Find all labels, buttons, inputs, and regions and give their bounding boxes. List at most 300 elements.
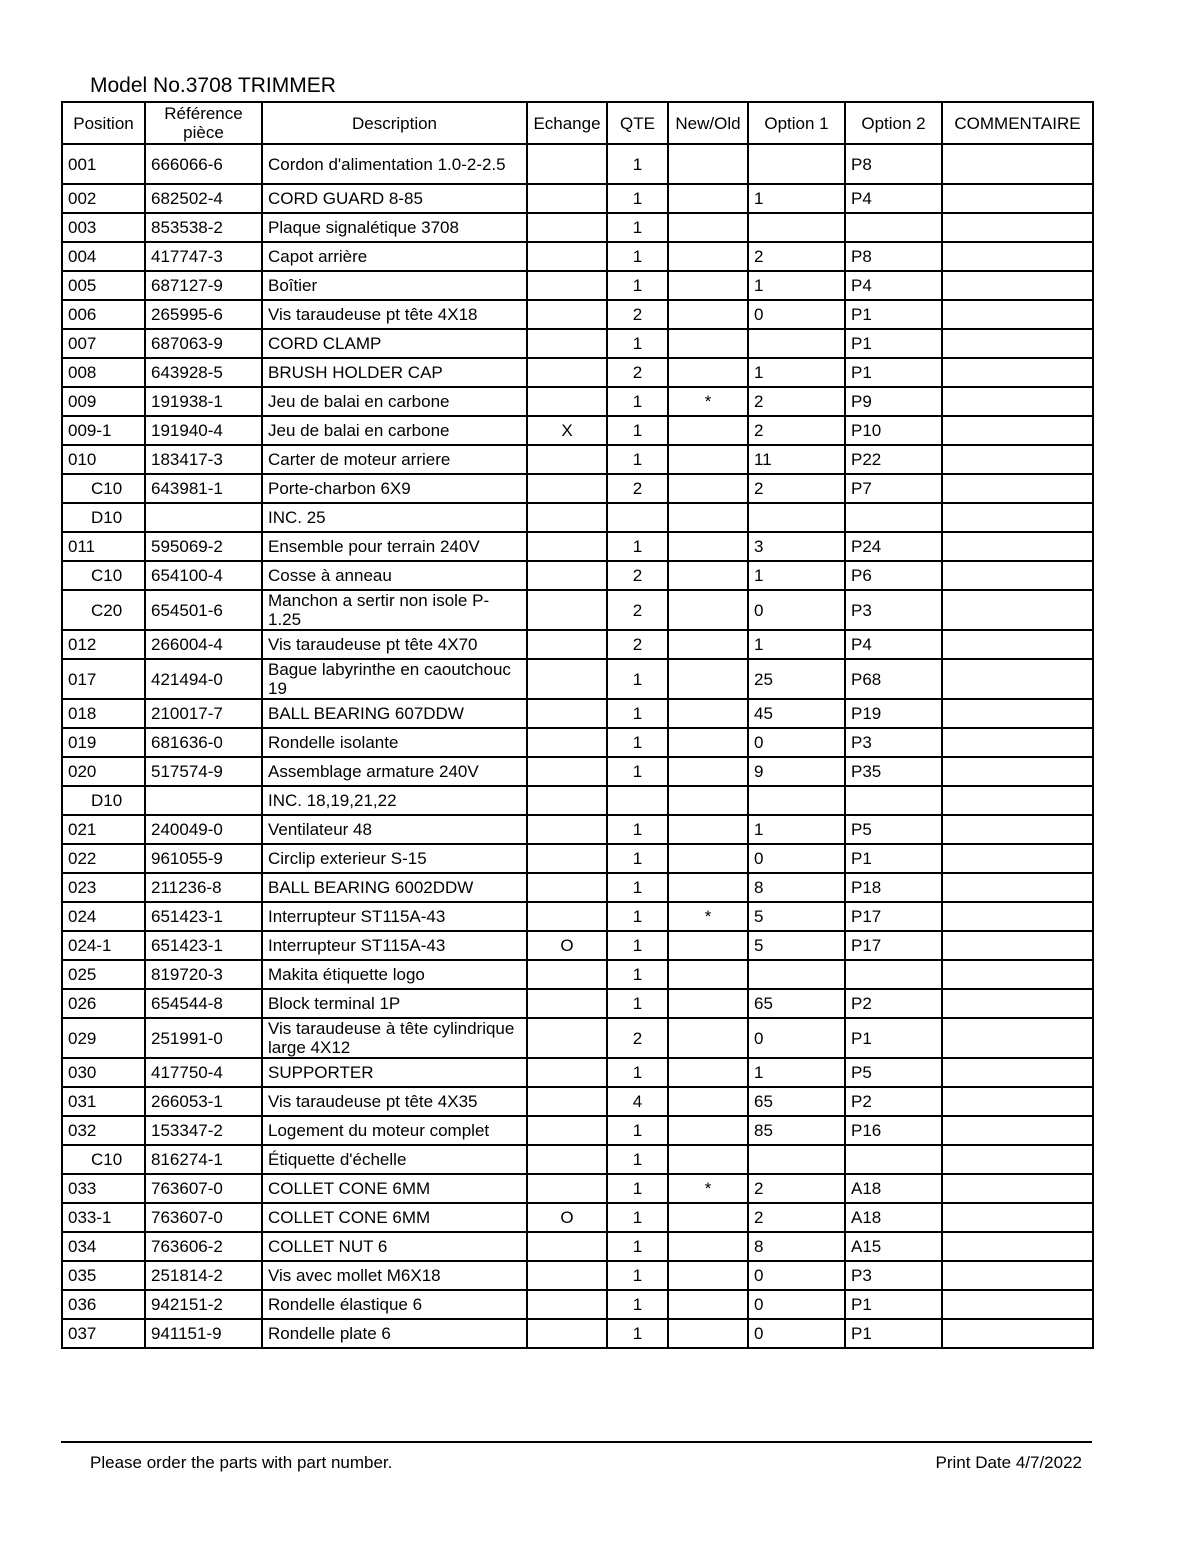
- description-cell: Cosse à anneau: [262, 561, 527, 590]
- position-cell: 033-1: [62, 1203, 145, 1232]
- comment-cell: [942, 1319, 1093, 1348]
- reference-cell: 681636-0: [145, 728, 262, 757]
- comment-cell: [942, 329, 1093, 358]
- reference-cell: 654501-6: [145, 590, 262, 630]
- table-row: [62, 503, 1093, 532]
- reference-cell: 251991-0: [145, 1018, 262, 1058]
- quantity-cell: 1: [607, 989, 668, 1018]
- description-cell: Ensemble pour terrain 240V: [262, 532, 527, 561]
- position-cell: 009-1: [62, 416, 145, 445]
- option-1-cell: 0: [748, 1290, 845, 1319]
- comment-cell: [942, 786, 1093, 815]
- description-cell: Capot arrière: [262, 242, 527, 271]
- quantity-cell: 1: [607, 902, 668, 931]
- comment-cell: [942, 445, 1093, 474]
- echange-cell: [527, 532, 607, 561]
- option-2-cell: P17: [845, 931, 942, 960]
- position-cell: C10: [62, 561, 145, 590]
- description-cell: Block terminal 1P: [262, 989, 527, 1018]
- option-1-cell: 2: [748, 474, 845, 503]
- column-header-position: Position: [62, 102, 145, 144]
- table-row: [62, 329, 1093, 358]
- quantity-cell: 2: [607, 474, 668, 503]
- description-cell: Logement du moteur complet: [262, 1116, 527, 1145]
- quantity-cell: 1: [607, 213, 668, 242]
- description-cell: Étiquette d'échelle: [262, 1145, 527, 1174]
- table-row: [62, 1290, 1093, 1319]
- option-2-cell: P1: [845, 358, 942, 387]
- quantity-cell: 1: [607, 1319, 668, 1348]
- option-2-cell: P1: [845, 1290, 942, 1319]
- option-1-cell: [748, 213, 845, 242]
- comment-cell: [942, 1087, 1093, 1116]
- new-old-cell: [668, 1319, 748, 1348]
- reference-cell: 266053-1: [145, 1087, 262, 1116]
- new-old-cell: [668, 1145, 748, 1174]
- table-row: [62, 387, 1093, 416]
- option-1-cell: 1: [748, 630, 845, 659]
- table-row: [62, 931, 1093, 960]
- table-row: [62, 1145, 1093, 1174]
- table-row: [62, 630, 1093, 659]
- comment-cell: [942, 532, 1093, 561]
- reference-cell: 651423-1: [145, 902, 262, 931]
- new-old-cell: [668, 786, 748, 815]
- echange-cell: O: [527, 1203, 607, 1232]
- position-cell: 019: [62, 728, 145, 757]
- table-row: [62, 1087, 1093, 1116]
- description-cell: BRUSH HOLDER CAP: [262, 358, 527, 387]
- quantity-cell: 4: [607, 1087, 668, 1116]
- description-cell: COLLET CONE 6MM: [262, 1203, 527, 1232]
- quantity-cell: 1: [607, 728, 668, 757]
- echange-cell: [527, 989, 607, 1018]
- position-cell: 002: [62, 184, 145, 213]
- new-old-cell: [668, 213, 748, 242]
- reference-cell: 651423-1: [145, 931, 262, 960]
- print-date: Print Date 4/7/2022: [935, 1453, 1082, 1472]
- echange-cell: [527, 300, 607, 329]
- option-1-cell: 8: [748, 1232, 845, 1261]
- quantity-cell: 1: [607, 242, 668, 271]
- comment-cell: [942, 1018, 1093, 1058]
- position-cell: D10: [62, 503, 145, 532]
- new-old-cell: [668, 1116, 748, 1145]
- comment-cell: [942, 503, 1093, 532]
- echange-cell: [527, 757, 607, 786]
- option-1-cell: 9: [748, 757, 845, 786]
- reference-cell: 853538-2: [145, 213, 262, 242]
- new-old-cell: [668, 989, 748, 1018]
- option-1-cell: 5: [748, 902, 845, 931]
- comment-cell: [942, 659, 1093, 699]
- position-cell: 029: [62, 1018, 145, 1058]
- option-2-cell: P8: [845, 242, 942, 271]
- comment-cell: [942, 989, 1093, 1018]
- description-cell: Boîtier: [262, 271, 527, 300]
- option-1-cell: 1: [748, 561, 845, 590]
- option-2-cell: P5: [845, 1058, 942, 1087]
- reference-cell: 942151-2: [145, 1290, 262, 1319]
- reference-cell: 654544-8: [145, 989, 262, 1018]
- new-old-cell: [668, 416, 748, 445]
- option-2-cell: [845, 503, 942, 532]
- echange-cell: [527, 271, 607, 300]
- position-cell: 005: [62, 271, 145, 300]
- quantity-cell: 1: [607, 1116, 668, 1145]
- echange-cell: [527, 786, 607, 815]
- new-old-cell: [668, 300, 748, 329]
- table-row: [62, 561, 1093, 590]
- reference-cell: 266004-4: [145, 630, 262, 659]
- description-cell: INC. 18,19,21,22: [262, 786, 527, 815]
- echange-cell: [527, 474, 607, 503]
- option-2-cell: P4: [845, 630, 942, 659]
- new-old-cell: [668, 873, 748, 902]
- option-2-cell: [845, 960, 942, 989]
- table-row: [62, 1018, 1093, 1058]
- page-title: Model No.3708 TRIMMER: [90, 74, 336, 97]
- option-2-cell: P2: [845, 1087, 942, 1116]
- echange-cell: [527, 184, 607, 213]
- option-1-cell: 0: [748, 300, 845, 329]
- reference-cell: 517574-9: [145, 757, 262, 786]
- table-row: [62, 1116, 1093, 1145]
- echange-cell: [527, 728, 607, 757]
- option-1-cell: 25: [748, 659, 845, 699]
- option-1-cell: 2: [748, 1174, 845, 1203]
- position-cell: 021: [62, 815, 145, 844]
- option-1-cell: 2: [748, 242, 845, 271]
- option-2-cell: P19: [845, 699, 942, 728]
- comment-cell: [942, 1145, 1093, 1174]
- description-cell: Interrupteur ST115A-43: [262, 931, 527, 960]
- option-1-cell: 3: [748, 532, 845, 561]
- column-header-description: Description: [262, 102, 527, 144]
- description-cell: COLLET CONE 6MM: [262, 1174, 527, 1203]
- reference-cell: [145, 503, 262, 532]
- echange-cell: [527, 630, 607, 659]
- table-row: [62, 144, 1093, 184]
- option-1-cell: 0: [748, 728, 845, 757]
- footer-divider: [61, 1441, 1092, 1443]
- position-cell: 008: [62, 358, 145, 387]
- option-1-cell: [748, 503, 845, 532]
- reference-cell: 961055-9: [145, 844, 262, 873]
- option-2-cell: P7: [845, 474, 942, 503]
- comment-cell: [942, 242, 1093, 271]
- position-cell: 020: [62, 757, 145, 786]
- comment-cell: [942, 931, 1093, 960]
- comment-cell: [942, 1058, 1093, 1087]
- echange-cell: [527, 387, 607, 416]
- option-1-cell: 0: [748, 590, 845, 630]
- position-cell: 018: [62, 699, 145, 728]
- comment-cell: [942, 960, 1093, 989]
- option-2-cell: P3: [845, 590, 942, 630]
- comment-cell: [942, 1232, 1093, 1261]
- option-2-cell: P16: [845, 1116, 942, 1145]
- reference-cell: 643928-5: [145, 358, 262, 387]
- echange-cell: [527, 213, 607, 242]
- option-1-cell: [748, 329, 845, 358]
- description-cell: Rondelle isolante: [262, 728, 527, 757]
- new-old-cell: [668, 532, 748, 561]
- comment-cell: [942, 474, 1093, 503]
- table-row: [62, 659, 1093, 699]
- position-cell: 011: [62, 532, 145, 561]
- option-1-cell: 65: [748, 1087, 845, 1116]
- description-cell: Circlip exterieur S-15: [262, 844, 527, 873]
- new-old-cell: [668, 561, 748, 590]
- echange-cell: [527, 873, 607, 902]
- description-cell: BALL BEARING 6002DDW: [262, 873, 527, 902]
- table-row: [62, 786, 1093, 815]
- table-row: [62, 728, 1093, 757]
- option-2-cell: A18: [845, 1203, 942, 1232]
- option-2-cell: P1: [845, 329, 942, 358]
- new-old-cell: [668, 1290, 748, 1319]
- table-row: [62, 1058, 1093, 1087]
- option-1-cell: 2: [748, 1203, 845, 1232]
- comment-cell: [942, 699, 1093, 728]
- comment-cell: [942, 271, 1093, 300]
- option-2-cell: P8: [845, 144, 942, 184]
- new-old-cell: [668, 757, 748, 786]
- new-old-cell: [668, 659, 748, 699]
- comment-cell: [942, 728, 1093, 757]
- position-cell: 035: [62, 1261, 145, 1290]
- option-2-cell: P35: [845, 757, 942, 786]
- reference-cell: 240049-0: [145, 815, 262, 844]
- echange-cell: [527, 902, 607, 931]
- description-cell: CORD CLAMP: [262, 329, 527, 358]
- reference-cell: [145, 786, 262, 815]
- quantity-cell: 1: [607, 815, 668, 844]
- reference-cell: 687063-9: [145, 329, 262, 358]
- quantity-cell: 1: [607, 1058, 668, 1087]
- option-2-cell: P5: [845, 815, 942, 844]
- option-1-cell: 2: [748, 387, 845, 416]
- quantity-cell: [607, 786, 668, 815]
- column-header-qte: QTE: [607, 102, 668, 144]
- new-old-cell: [668, 728, 748, 757]
- new-old-cell: [668, 503, 748, 532]
- option-1-cell: 1: [748, 184, 845, 213]
- description-cell: Jeu de balai en carbone: [262, 387, 527, 416]
- description-cell: Bague labyrinthe en caoutchouc 19: [262, 659, 527, 699]
- new-old-cell: [668, 1203, 748, 1232]
- reference-cell: 417747-3: [145, 242, 262, 271]
- position-cell: C20: [62, 590, 145, 630]
- echange-cell: [527, 1232, 607, 1261]
- description-cell: Carter de moteur arriere: [262, 445, 527, 474]
- quantity-cell: 1: [607, 387, 668, 416]
- reference-cell: 183417-3: [145, 445, 262, 474]
- option-1-cell: [748, 960, 845, 989]
- comment-cell: [942, 213, 1093, 242]
- table-row: [62, 590, 1093, 630]
- position-cell: 007: [62, 329, 145, 358]
- option-1-cell: 0: [748, 1319, 845, 1348]
- position-cell: 006: [62, 300, 145, 329]
- quantity-cell: 1: [607, 184, 668, 213]
- description-cell: Porte-charbon 6X9: [262, 474, 527, 503]
- description-cell: Assemblage armature 240V: [262, 757, 527, 786]
- option-1-cell: 45: [748, 699, 845, 728]
- reference-cell: 643981-1: [145, 474, 262, 503]
- position-cell: 033: [62, 1174, 145, 1203]
- echange-cell: [527, 242, 607, 271]
- new-old-cell: [668, 144, 748, 184]
- echange-cell: [527, 815, 607, 844]
- comment-cell: [942, 1203, 1093, 1232]
- new-old-cell: [668, 242, 748, 271]
- position-cell: 012: [62, 630, 145, 659]
- position-cell: C10: [62, 1145, 145, 1174]
- echange-cell: [527, 329, 607, 358]
- position-cell: 032: [62, 1116, 145, 1145]
- reference-cell: 421494-0: [145, 659, 262, 699]
- echange-cell: [527, 1058, 607, 1087]
- reference-cell: 763607-0: [145, 1203, 262, 1232]
- comment-cell: [942, 358, 1093, 387]
- comment-cell: [942, 1290, 1093, 1319]
- option-2-cell: [845, 786, 942, 815]
- option-2-cell: P1: [845, 844, 942, 873]
- option-1-cell: 1: [748, 1058, 845, 1087]
- echange-cell: [527, 844, 607, 873]
- comment-cell: [942, 416, 1093, 445]
- reference-cell: 191940-4: [145, 416, 262, 445]
- description-cell: Ventilateur 48: [262, 815, 527, 844]
- position-cell: 034: [62, 1232, 145, 1261]
- reference-cell: 210017-7: [145, 699, 262, 728]
- option-1-cell: [748, 786, 845, 815]
- comment-cell: [942, 144, 1093, 184]
- table-row: [62, 989, 1093, 1018]
- new-old-cell: [668, 271, 748, 300]
- comment-cell: [942, 815, 1093, 844]
- description-cell: Plaque signalétique 3708: [262, 213, 527, 242]
- option-2-cell: [845, 1145, 942, 1174]
- table-row: [62, 1232, 1093, 1261]
- comment-cell: [942, 1116, 1093, 1145]
- new-old-cell: [668, 815, 748, 844]
- echange-cell: [527, 1174, 607, 1203]
- description-cell: COLLET NUT 6: [262, 1232, 527, 1261]
- description-cell: Jeu de balai en carbone: [262, 416, 527, 445]
- new-old-cell: [668, 1087, 748, 1116]
- description-cell: Manchon a sertir non isole P-1.25: [262, 590, 527, 630]
- new-old-cell: [668, 590, 748, 630]
- option-1-cell: 0: [748, 1261, 845, 1290]
- option-1-cell: 0: [748, 1018, 845, 1058]
- echange-cell: [527, 1261, 607, 1290]
- table-row: [62, 358, 1093, 387]
- table-row: [62, 271, 1093, 300]
- option-2-cell: P2: [845, 989, 942, 1018]
- quantity-cell: 1: [607, 1145, 668, 1174]
- description-cell: BALL BEARING 607DDW: [262, 699, 527, 728]
- parts-table: [61, 101, 1094, 1349]
- reference-cell: 153347-2: [145, 1116, 262, 1145]
- reference-cell: 191938-1: [145, 387, 262, 416]
- table-row: [62, 242, 1093, 271]
- reference-cell: 763607-0: [145, 1174, 262, 1203]
- table-row: [62, 902, 1093, 931]
- echange-cell: [527, 503, 607, 532]
- table-row: [62, 1319, 1093, 1348]
- option-2-cell: P3: [845, 1261, 942, 1290]
- table-row: [62, 445, 1093, 474]
- position-cell: 025: [62, 960, 145, 989]
- quantity-cell: 1: [607, 659, 668, 699]
- echange-cell: [527, 590, 607, 630]
- table-row: [62, 757, 1093, 786]
- position-cell: 024: [62, 902, 145, 931]
- description-cell: Interrupteur ST115A-43: [262, 902, 527, 931]
- table-row: [62, 1203, 1093, 1232]
- table-row: [62, 184, 1093, 213]
- quantity-cell: 1: [607, 757, 668, 786]
- column-header-option-1: Option 1: [748, 102, 845, 144]
- position-cell: 031: [62, 1087, 145, 1116]
- new-old-cell: [668, 960, 748, 989]
- table-row: [62, 1174, 1093, 1203]
- quantity-cell: 1: [607, 1174, 668, 1203]
- header-row: [62, 102, 1093, 144]
- new-old-cell: [668, 184, 748, 213]
- description-cell: Vis taraudeuse à tête cylindrique large 4X12: [262, 1018, 527, 1058]
- quantity-cell: 1: [607, 1203, 668, 1232]
- column-header-echange: Echange: [527, 102, 607, 144]
- description-cell: SUPPORTER: [262, 1058, 527, 1087]
- position-cell: 009: [62, 387, 145, 416]
- option-2-cell: A15: [845, 1232, 942, 1261]
- option-1-cell: 65: [748, 989, 845, 1018]
- option-1-cell: 5: [748, 931, 845, 960]
- table-row: [62, 873, 1093, 902]
- table-row: [62, 213, 1093, 242]
- reference-cell: 763606-2: [145, 1232, 262, 1261]
- option-1-cell: 2: [748, 416, 845, 445]
- description-cell: Rondelle élastique 6: [262, 1290, 527, 1319]
- quantity-cell: 1: [607, 329, 668, 358]
- echange-cell: [527, 445, 607, 474]
- table-row: [62, 699, 1093, 728]
- new-old-cell: [668, 445, 748, 474]
- new-old-cell: [668, 358, 748, 387]
- option-1-cell: 0: [748, 844, 845, 873]
- description-cell: Vis avec mollet M6X18: [262, 1261, 527, 1290]
- new-old-cell: *: [668, 1174, 748, 1203]
- echange-cell: [527, 1087, 607, 1116]
- position-cell: 003: [62, 213, 145, 242]
- option-2-cell: P3: [845, 728, 942, 757]
- quantity-cell: 2: [607, 630, 668, 659]
- position-cell: D10: [62, 786, 145, 815]
- new-old-cell: [668, 630, 748, 659]
- option-1-cell: [748, 1145, 845, 1174]
- table-row: [62, 416, 1093, 445]
- echange-cell: [527, 1319, 607, 1348]
- echange-cell: [527, 144, 607, 184]
- option-2-cell: A18: [845, 1174, 942, 1203]
- description-cell: Vis taraudeuse pt tête 4X70: [262, 630, 527, 659]
- description-cell: Cordon d'alimentation 1.0-2-2.5: [262, 144, 527, 184]
- echange-cell: [527, 358, 607, 387]
